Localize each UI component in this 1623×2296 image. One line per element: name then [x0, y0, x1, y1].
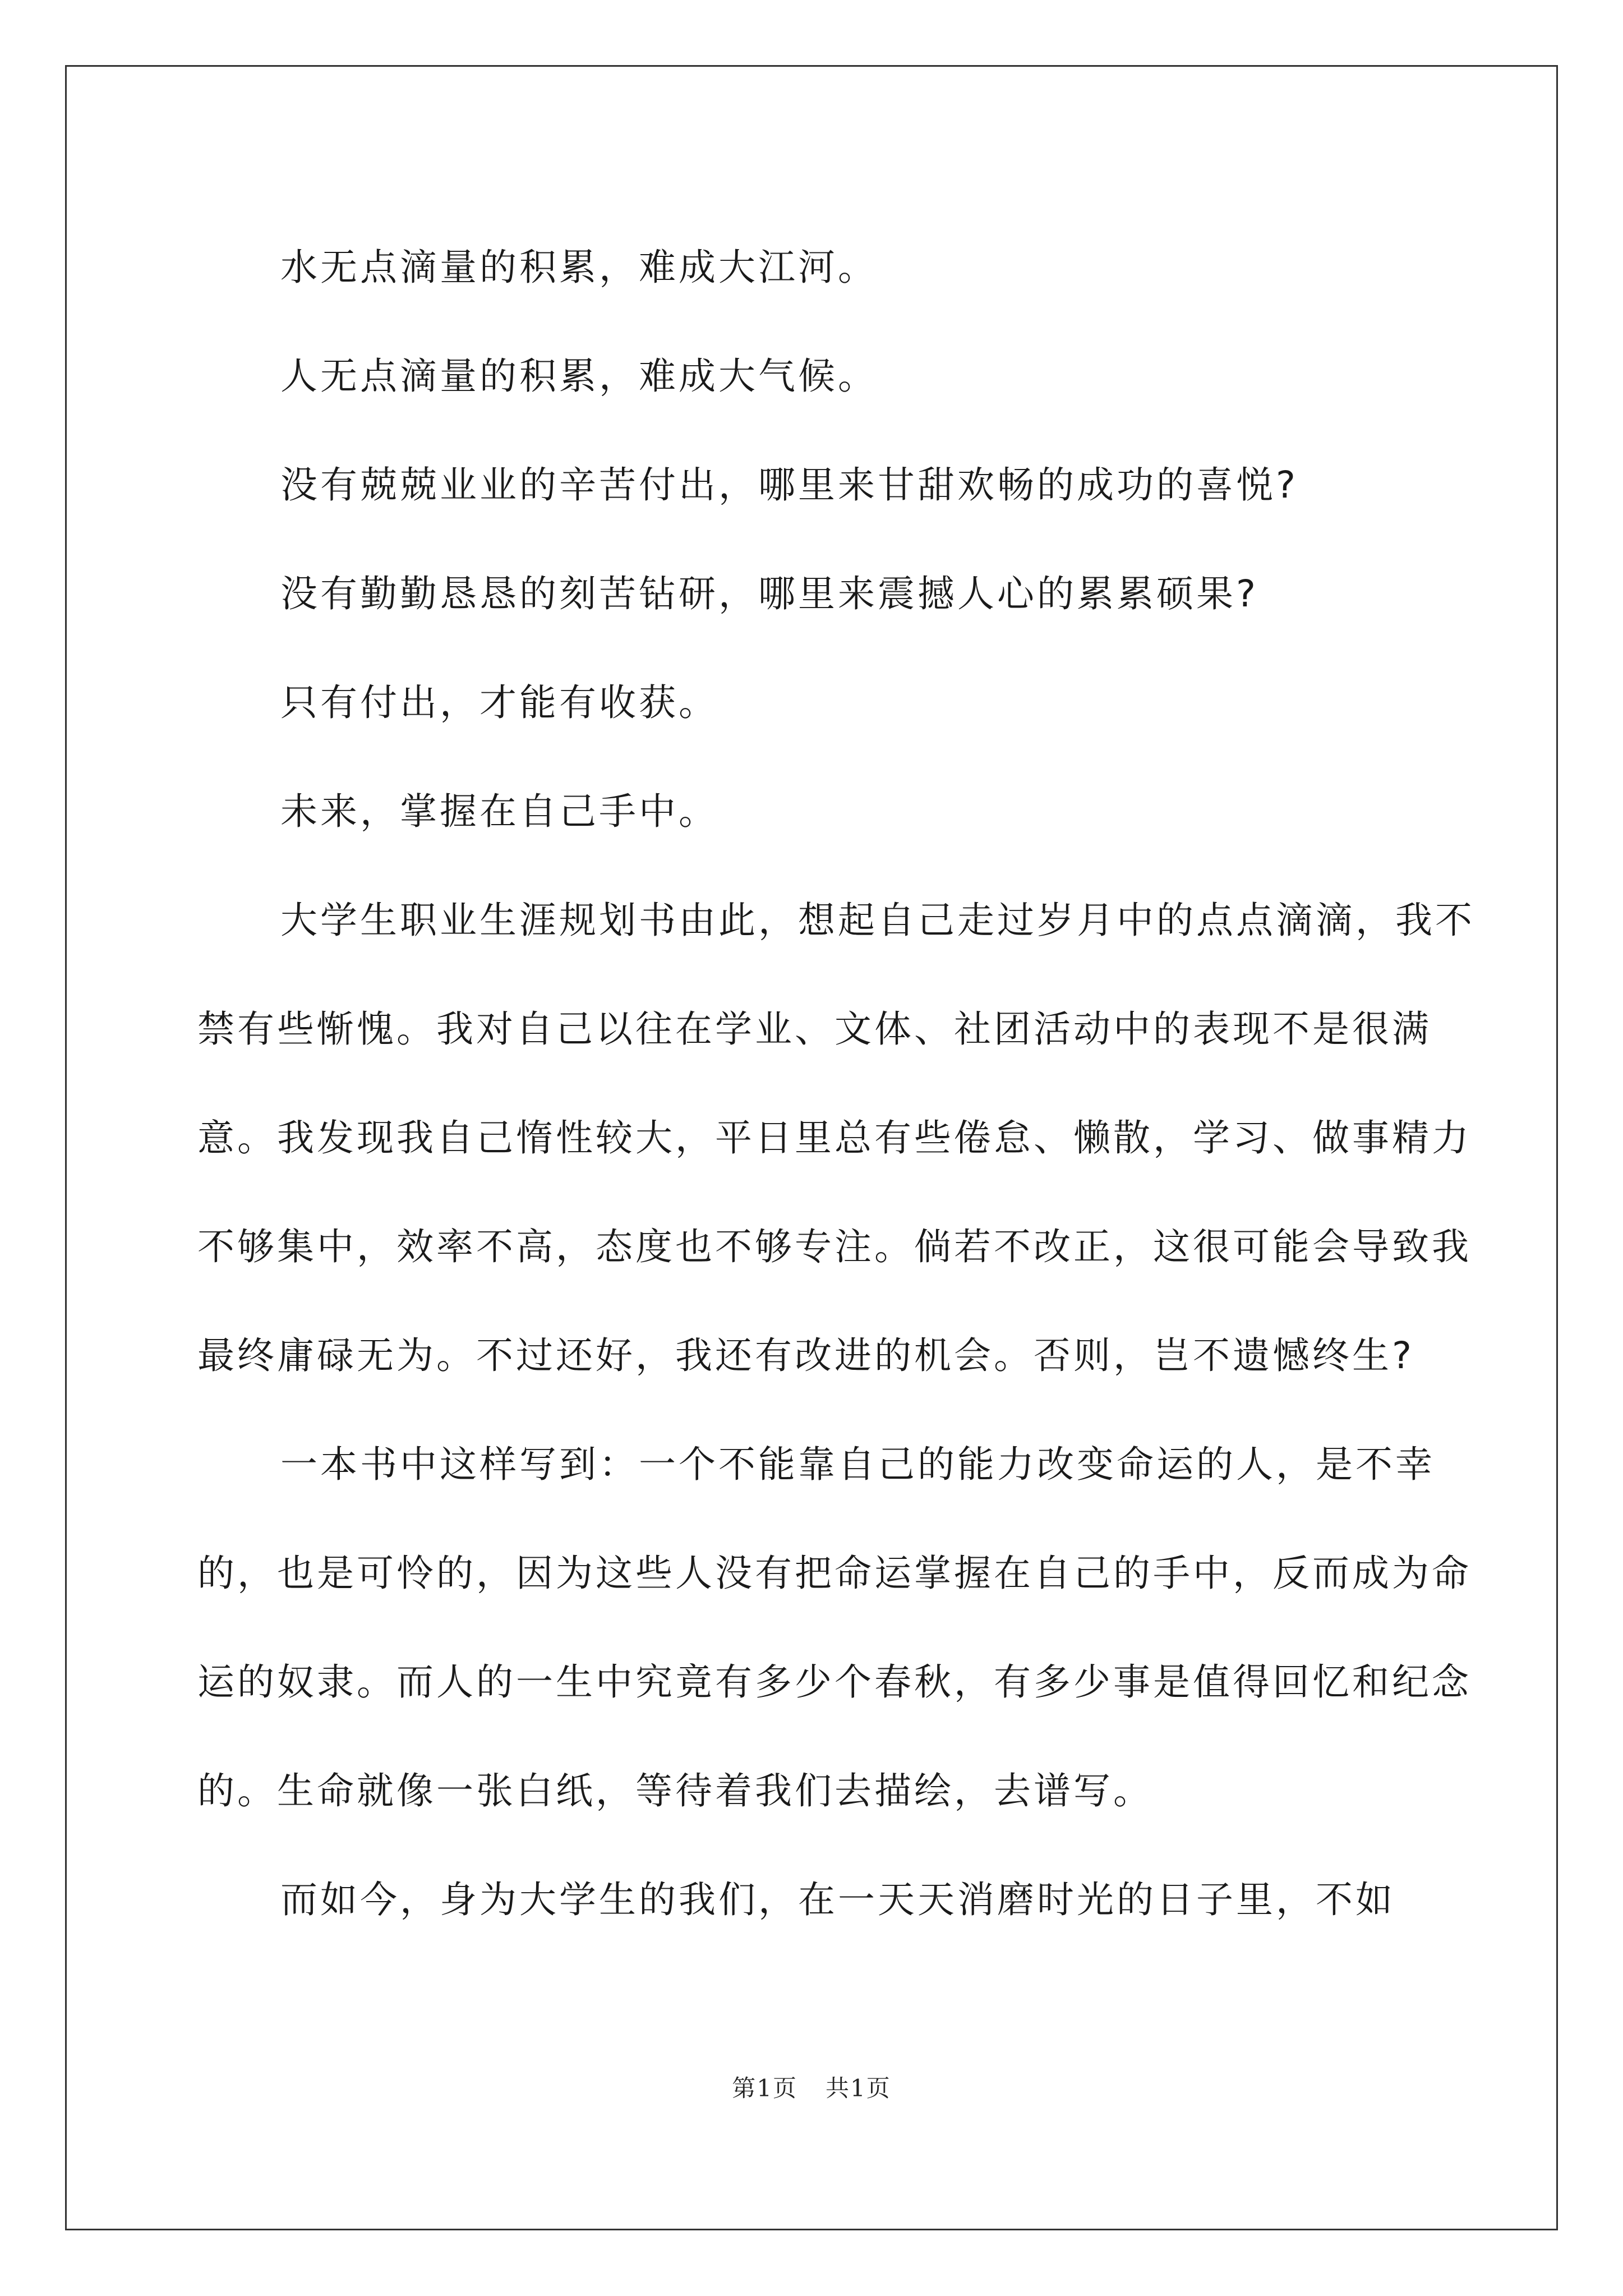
- paragraph: 大学生职业生涯规划书由此，想起自己走过岁月中的点点滴滴，我不禁有些惭愧。我对自己以往在学业、文体、社团活动中的表现不是很满意。我发现我自己惰性较大，平日里总有些倦怠、懒散，学习、做事精力不够集中，效率不高，态度也不够专注。倘若不改正，这很可能会导致我最终庸碌无为。不过还好，我还有改进的机会。否则，岂不遗憾终生?: [197, 899, 1475, 1377]
- paragraph: 没有兢兢业业的辛苦付出，哪里来甘甜欢畅的成功的喜悦?: [280, 463, 1299, 507]
- paragraph: 一本书中这样写到：一个不能靠自己的能力改变命运的人，是不幸的，也是可怜的，因为这些人没有把命运掌握在自己的手中，反而成为命运的奴隶。而人的一生中究竟有多少个春秋，有多少事是值得回忆和纪念的。生命就像一张白纸，等待着我们去描绘，去谱写。: [197, 1443, 1472, 1812]
- paragraph: 未来，掌握在自己手中。: [280, 790, 718, 833]
- paragraph: 只有付出，才能有收获。: [280, 681, 718, 724]
- page-footer: [0, 2070, 1623, 2104]
- page-number: 第1页: [732, 2074, 797, 2102]
- paragraph: 没有勤勤恳恳的刻苦钻研，哪里来震撼人心的累累硕果?: [280, 572, 1259, 615]
- paragraph: 水无点滴量的积累，难成大江河。: [280, 246, 878, 289]
- page-total: 共1页: [826, 2074, 891, 2102]
- document-body: [197, 213, 1487, 1954]
- paragraph: 而如今，身为大学生的我们，在一天天消磨时光的日子里，不如: [280, 1878, 1395, 1921]
- paragraph: 人无点滴量的积累，难成大气候。: [280, 355, 878, 398]
